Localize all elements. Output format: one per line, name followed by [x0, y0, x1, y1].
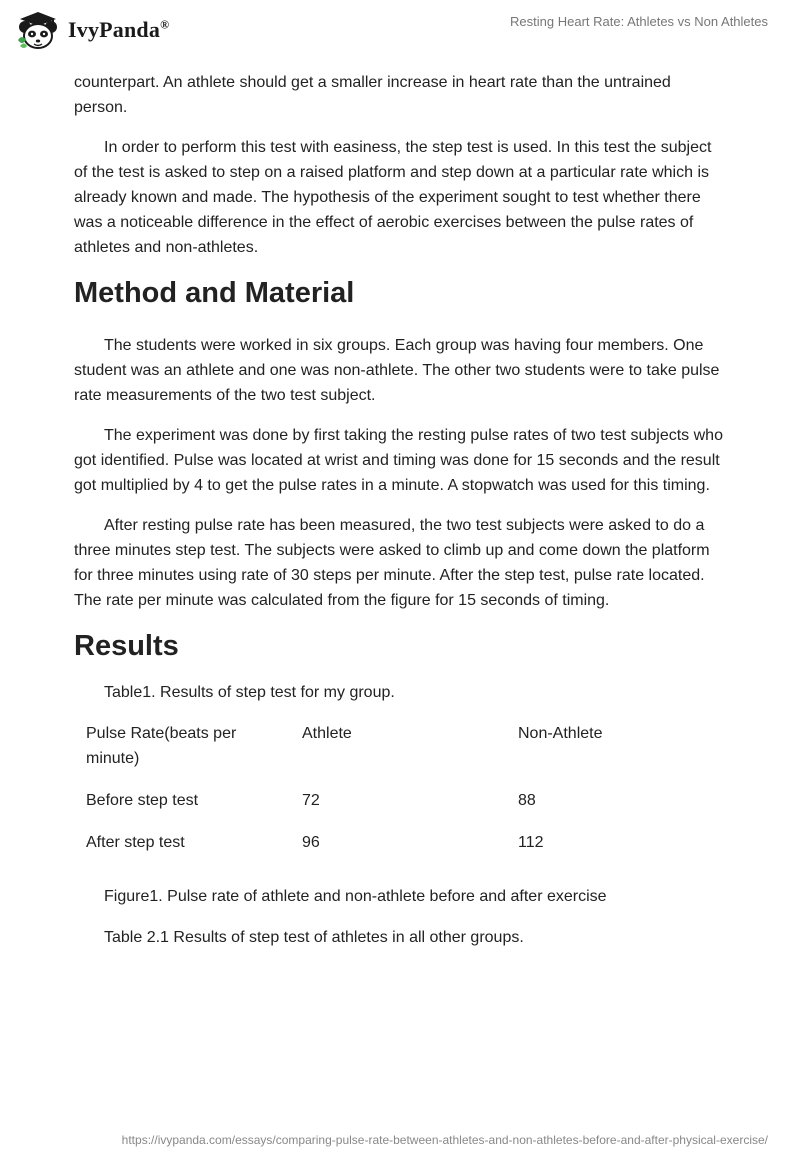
paragraph-resting-pulse: The experiment was done by first taking the resting pulse rates of two test subjects who got identified. Pulse was located at wrist and timing was done for 15 seconds and the result got multiplied by 4 to get the pulse rates in a minute. A stopwatch was used for this timing. — [74, 427, 723, 494]
table-row — [74, 830, 726, 872]
heading-method-and-material: Method and Material — [74, 277, 355, 309]
table1-caption: Table1. Results of step test for my group. — [104, 684, 395, 701]
results-table — [74, 721, 726, 872]
paragraph-step-procedure: After resting pulse rate has been measured, the two test subjects were asked to do a three minutes step test. The subjects were asked to climb up and come down the platform for three minutes using rate of 30 steps per minute. After the step test, pulse rate located. The rate per minute was calculated from the figure for 15 seconds of timing. — [74, 517, 710, 609]
source-url[interactable]: https://ivypanda.com/essays/comparing-pulse-rate-between-athletes-and-non-athletes-before-and-after-physical-exercise/ — [121, 1133, 768, 1147]
ivypanda-logo[interactable] — [14, 8, 169, 52]
paragraph-groups: The students were worked in six groups. Each group was having four members. One student was an athlete and one was non-athlete. The other two students were to take pulse rate measurements of the two test subject. — [74, 337, 720, 404]
table-cell: 112 — [518, 834, 544, 851]
figure1-caption: Figure1. Pulse rate of athlete and non-athlete before and after exercise — [104, 888, 607, 905]
panda-logo-icon — [14, 10, 62, 50]
table-cell: Before step test — [86, 792, 199, 809]
paragraph-continuation: counterpart. An athlete should get a smaller increase in heart rate than the untrained person. — [74, 74, 671, 116]
table-header-cell: Pulse Rate(beats per minute) — [86, 725, 237, 767]
logo-text: IvyPanda® — [68, 17, 170, 42]
table-row — [74, 788, 726, 830]
article-content — [74, 70, 726, 966]
table-cell: 72 — [302, 792, 320, 809]
table-cell: 96 — [302, 834, 320, 851]
paragraph-step-test: In order to perform this test with easiness, the step test is used. In this test the subject of the test is asked to step on a raised platform and step down at a particular rate which is already known and made. The hypothesis of the experiment sought to test whether there was a noticeable difference in the effect of aerobic exercises between the pulse rates of athletes and non-athletes. — [74, 139, 712, 256]
document-title: Resting Heart Rate: Athletes vs Non Athletes — [510, 14, 768, 29]
table-cell: After step test — [86, 834, 185, 851]
table-header-row — [74, 721, 726, 788]
heading-results: Results — [74, 630, 179, 662]
table2-caption: Table 2.1 Results of step test of athletes in all other groups. — [104, 929, 524, 946]
table-header-cell: Non-Athlete — [518, 725, 603, 742]
page-header — [0, 0, 800, 66]
table-header-cell: Athlete — [302, 725, 352, 742]
table-cell: 88 — [518, 792, 536, 809]
